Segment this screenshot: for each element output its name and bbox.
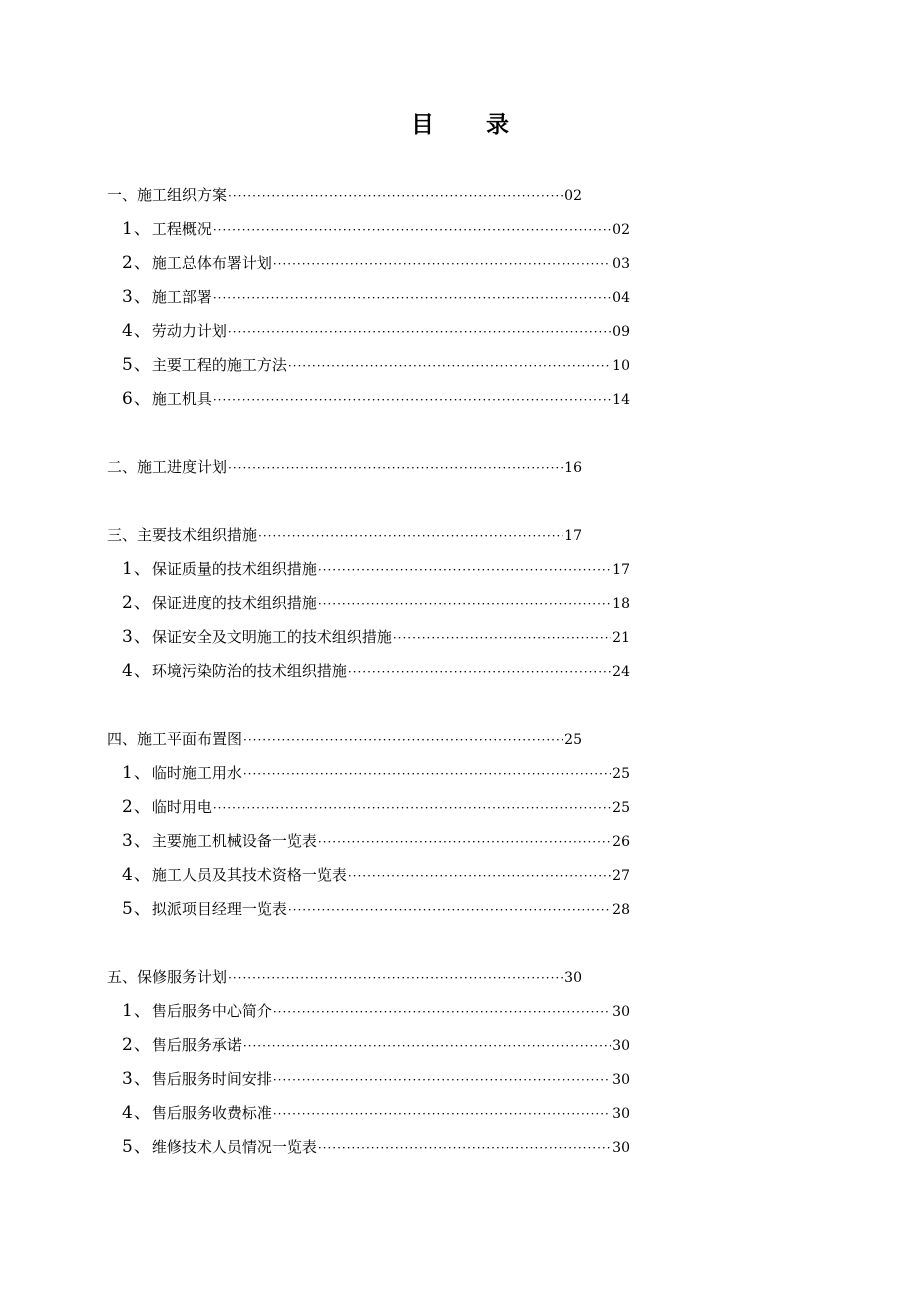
dot-leader — [228, 183, 563, 209]
toc-page-number: 28 — [612, 902, 630, 918]
dot-leader — [288, 897, 611, 923]
toc-entry[interactable] — [122, 216, 630, 250]
toc-entry-number: 6、 — [122, 389, 152, 409]
dot-leader — [318, 1135, 611, 1161]
toc-entry[interactable] — [122, 794, 630, 828]
toc-page-number: 21 — [612, 630, 630, 646]
toc-section-label: 五、保修服务计划 — [107, 968, 228, 986]
dot-leader — [288, 353, 611, 379]
toc-page-number: 25 — [612, 766, 630, 782]
toc-entry-label: 施工总体布署计划 — [151, 254, 272, 272]
toc-section — [0, 182, 920, 420]
toc-entry[interactable] — [122, 828, 630, 862]
title-left: 目 — [411, 111, 434, 138]
dot-leader — [243, 1033, 611, 1059]
dot-leader — [273, 999, 611, 1025]
toc-page-number: 03 — [612, 256, 630, 272]
toc-entry-label: 施工机具 — [151, 390, 212, 408]
dot-leader — [348, 659, 611, 685]
toc-section — [0, 726, 920, 930]
toc-page-number: 30 — [612, 1072, 630, 1088]
toc-section-label: 四、施工平面布置图 — [107, 730, 243, 748]
toc-section — [0, 964, 920, 1168]
dot-leader — [213, 285, 611, 311]
toc-page-number: 10 — [612, 358, 630, 374]
toc-entry[interactable] — [122, 284, 630, 318]
toc-entry-number: 4、 — [122, 1103, 152, 1123]
dot-leader — [318, 591, 611, 617]
toc-page-number: 30 — [564, 970, 582, 986]
toc-entry-number: 2、 — [122, 593, 152, 613]
section-spacer — [0, 930, 920, 964]
toc-entry[interactable] — [122, 998, 630, 1032]
toc-entry[interactable] — [122, 624, 630, 658]
toc-entry-number: 3、 — [122, 1069, 152, 1089]
toc-entry[interactable] — [122, 1134, 630, 1168]
dot-leader — [243, 727, 563, 753]
toc-entry-number: 5、 — [122, 355, 152, 375]
toc-entry-label: 临时施工用水 — [151, 764, 242, 782]
toc-page-number: 30 — [612, 1004, 630, 1020]
dot-leader — [258, 523, 563, 549]
toc-page-number: 30 — [612, 1038, 630, 1054]
toc-page-number: 25 — [612, 800, 630, 816]
toc-page-number: 30 — [612, 1106, 630, 1122]
toc-page-number: 16 — [564, 460, 582, 476]
section-spacer — [0, 420, 920, 454]
toc-section-heading[interactable] — [107, 522, 582, 556]
toc-section-heading[interactable] — [107, 182, 582, 216]
toc-entry-label: 拟派项目经理一览表 — [151, 900, 287, 918]
toc-entry-number: 3、 — [122, 627, 152, 647]
toc-entry[interactable] — [122, 556, 630, 590]
section-spacer — [0, 692, 920, 726]
toc-page-number: 04 — [612, 290, 630, 306]
toc-entry[interactable] — [122, 352, 630, 386]
toc-entry-number: 5、 — [122, 899, 152, 919]
toc-entry-label: 售后服务承诺 — [151, 1036, 242, 1054]
toc-page-number: 09 — [612, 324, 630, 340]
toc-section-heading[interactable] — [107, 726, 582, 760]
toc-entry-number: 3、 — [122, 831, 152, 851]
toc-entry-number: 4、 — [122, 321, 152, 341]
dot-leader — [228, 455, 563, 481]
toc-entry-label: 环境污染防治的技术组织措施 — [151, 662, 347, 680]
toc-entry[interactable] — [122, 658, 630, 692]
toc-entry-label: 维修技术人员情况一览表 — [151, 1138, 317, 1156]
toc-section-heading[interactable] — [107, 964, 582, 998]
dot-leader — [243, 761, 611, 787]
dot-leader — [228, 965, 563, 991]
toc-page-number: 17 — [564, 528, 582, 544]
title-right: 录 — [486, 111, 509, 138]
toc-page-number: 24 — [612, 664, 630, 680]
page-title — [0, 106, 920, 139]
toc-entry-label: 保证进度的技术组织措施 — [151, 594, 317, 612]
toc-entry-label: 售后服务时间安排 — [151, 1070, 272, 1088]
toc-entry-number: 4、 — [122, 865, 152, 885]
dot-leader — [213, 795, 611, 821]
toc-entry-number: 3、 — [122, 287, 152, 307]
table-of-contents — [0, 182, 920, 1168]
dot-leader — [348, 863, 611, 889]
toc-entry[interactable] — [122, 386, 630, 420]
toc-page-number: 30 — [612, 1140, 630, 1156]
toc-section-label: 二、施工进度计划 — [107, 458, 228, 476]
dot-leader — [273, 251, 611, 277]
toc-entry[interactable] — [122, 1066, 630, 1100]
toc-page-number: 02 — [612, 222, 630, 238]
toc-entry-number: 2、 — [122, 797, 152, 817]
dot-leader — [228, 319, 611, 345]
dot-leader — [273, 1101, 611, 1127]
toc-entry[interactable] — [122, 590, 630, 624]
toc-entry-label: 保证安全及文明施工的技术组织措施 — [151, 628, 392, 646]
toc-entry-label: 售后服务收费标准 — [151, 1104, 272, 1122]
toc-entry-label: 施工人员及其技术资格一览表 — [151, 866, 347, 884]
toc-entry-label: 主要工程的施工方法 — [151, 356, 287, 374]
toc-entry[interactable] — [122, 318, 630, 352]
toc-section — [0, 522, 920, 692]
toc-page-number: 02 — [564, 188, 582, 204]
toc-entry-label: 施工部署 — [151, 288, 212, 306]
toc-entry-number: 1、 — [122, 1001, 152, 1021]
toc-page-number: 25 — [564, 732, 582, 748]
toc-entry-label: 主要施工机械设备一览表 — [151, 832, 317, 850]
toc-entry-label: 工程概况 — [151, 220, 212, 238]
toc-section-label: 三、主要技术组织措施 — [107, 526, 258, 544]
dot-leader — [213, 217, 611, 243]
toc-page-number: 17 — [612, 562, 630, 578]
toc-entry-label: 售后服务中心简介 — [151, 1002, 272, 1020]
toc-entry[interactable] — [122, 896, 630, 930]
toc-page-number: 18 — [612, 596, 630, 612]
toc-page-number: 27 — [612, 868, 630, 884]
dot-leader — [318, 557, 611, 583]
toc-entry-number: 1、 — [122, 219, 152, 239]
toc-entry[interactable] — [122, 760, 630, 794]
toc-entry-number: 1、 — [122, 763, 152, 783]
dot-leader — [213, 387, 611, 413]
toc-entry[interactable] — [122, 1032, 630, 1066]
toc-section-heading[interactable] — [107, 454, 582, 488]
toc-section-label: 一、施工组织方案 — [107, 186, 228, 204]
toc-entry-label: 保证质量的技术组织措施 — [151, 560, 317, 578]
toc-entry-number: 2、 — [122, 253, 152, 273]
dot-leader — [273, 1067, 611, 1093]
toc-section — [0, 454, 920, 488]
toc-entry-number: 5、 — [122, 1137, 152, 1157]
section-spacer — [0, 488, 920, 522]
toc-entry[interactable] — [122, 862, 630, 896]
toc-entry-number: 4、 — [122, 661, 152, 681]
toc-entry[interactable] — [122, 1100, 630, 1134]
toc-entry-number: 1、 — [122, 559, 152, 579]
dot-leader — [393, 625, 611, 651]
toc-page-number: 14 — [612, 392, 630, 408]
toc-entry-label: 劳动力计划 — [151, 322, 227, 340]
toc-entry-number: 2、 — [122, 1035, 152, 1055]
toc-page-number: 26 — [612, 834, 630, 850]
toc-entry-label: 临时用电 — [151, 798, 212, 816]
toc-entry[interactable] — [122, 250, 630, 284]
dot-leader — [318, 829, 611, 855]
